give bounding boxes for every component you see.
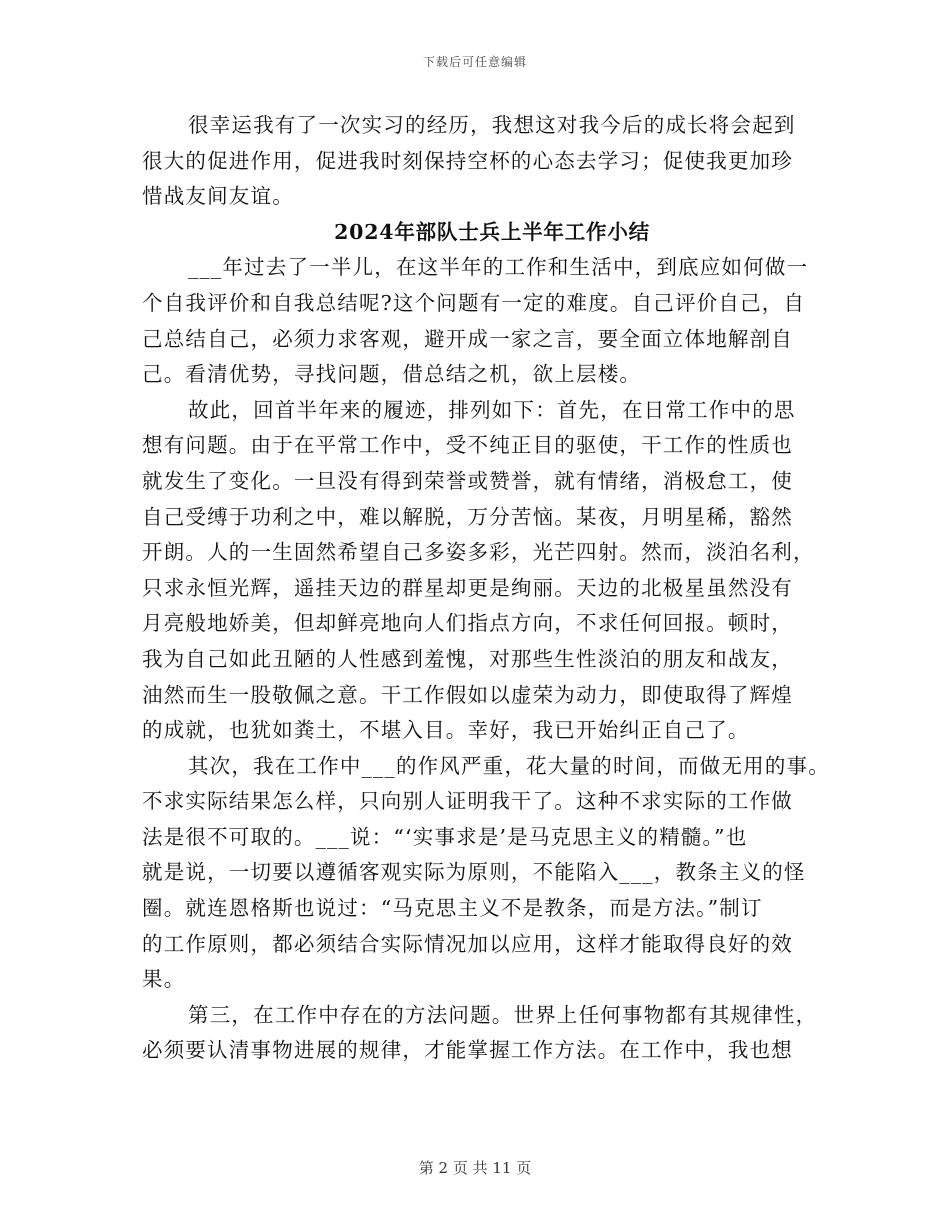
text-line: 其次，我在工作中___的作风严重，花大量的时间，而做无用的事。 (188, 753, 830, 778)
text-line: 就发生了变化。一旦没有得到荣誉或赞誉，就有情绪，消极怠工，使 (142, 468, 793, 493)
text-line: 惜战友间友谊。 (142, 184, 294, 209)
text-line: 己。看清优势，寻找问题，借总结之机，欲上层楼。 (142, 362, 642, 387)
text-line: ___年过去了一半儿，在这半年的工作和生活中，到底应如何做一 (188, 255, 809, 280)
text-line: 很大的促进作用，促进我时刻保持空杯的心态去学习；促使我更加珍 (142, 148, 793, 173)
text-line: 故此，回首半年来的履迹，排列如下：首先，在日常工作中的思 (188, 397, 796, 422)
section-title: 2024年部队士兵上半年工作小结 (334, 219, 650, 244)
text-line: 的工作原则，都必须结合实际情况加以应用，这样才能取得良好的效 (142, 931, 793, 956)
text-line: 法是很不可取的。___说：“‘实事求是’是马克思主义的精髓。”也 (142, 824, 748, 849)
text-line: 不求实际结果怎么样，只向别人证明我干了。这种不求实际的工作做 (142, 789, 793, 814)
page-header-note: 下载后可任意编辑 (422, 55, 527, 69)
text-line: 圈。就连恩格斯也说过：“马克思主义不是教条，而是方法。”制订 (142, 896, 763, 921)
text-line: 个自我评价和自我总结呢?这个问题有一定的难度。自己评价自己，自 (142, 290, 806, 315)
text-line: 油然而生一股敬佩之意。干工作假如以虚荣为动力，即使取得了辉煌 (142, 682, 793, 707)
text-line: 果。 (142, 967, 186, 992)
text-line: 必须要认清事物进展的规律，才能掌握工作方法。在工作中，我也想 (142, 1038, 793, 1063)
text-line: 第三，在工作中存在的方法问题。世界上任何事物都有其规律性， (188, 1002, 818, 1027)
text-line: 开朗。人的一生固然希望自己多姿多彩，光芒四射。然而，淡泊名利， (142, 540, 815, 565)
document-body (142, 108, 830, 1069)
text-line: 我为自己如此丑陋的人性感到羞愧，对那些生性淡泊的朋友和战友， (142, 646, 793, 671)
text-line: 月亮般地娇美，但却鲜亮地向人们指点方向，不求任何回报。顿时， (142, 611, 793, 636)
text-line: 只求永恒光辉，遥挂天边的群星却更是绚丽。天边的北极星虽然没有 (142, 575, 793, 600)
text-line: 己总结自己，必须力求客观，避开成一家之言，要全面立体地解剖自 (142, 326, 793, 351)
text-line: 的成就，也犹如粪土，不堪入目。幸好，我已开始纠正自己了。 (142, 718, 750, 743)
text-line: 想有问题。由于在平常工作中，受不纯正目的驱使，干工作的性质也 (142, 433, 793, 458)
text-line: 就是说，一切要以遵循客观实际为原则，不能陷入___，教条主义的怪 (142, 860, 806, 885)
text-line: 很幸运我有了一次实习的经历，我想这对我今后的成长将会起到 (188, 113, 796, 137)
page-number-footer: 第 2 页 共 11 页 (418, 1159, 532, 1177)
text-line: 自己受缚于功利之中，难以解脱，万分苦恼。某夜，月明星稀，豁然 (142, 504, 793, 529)
